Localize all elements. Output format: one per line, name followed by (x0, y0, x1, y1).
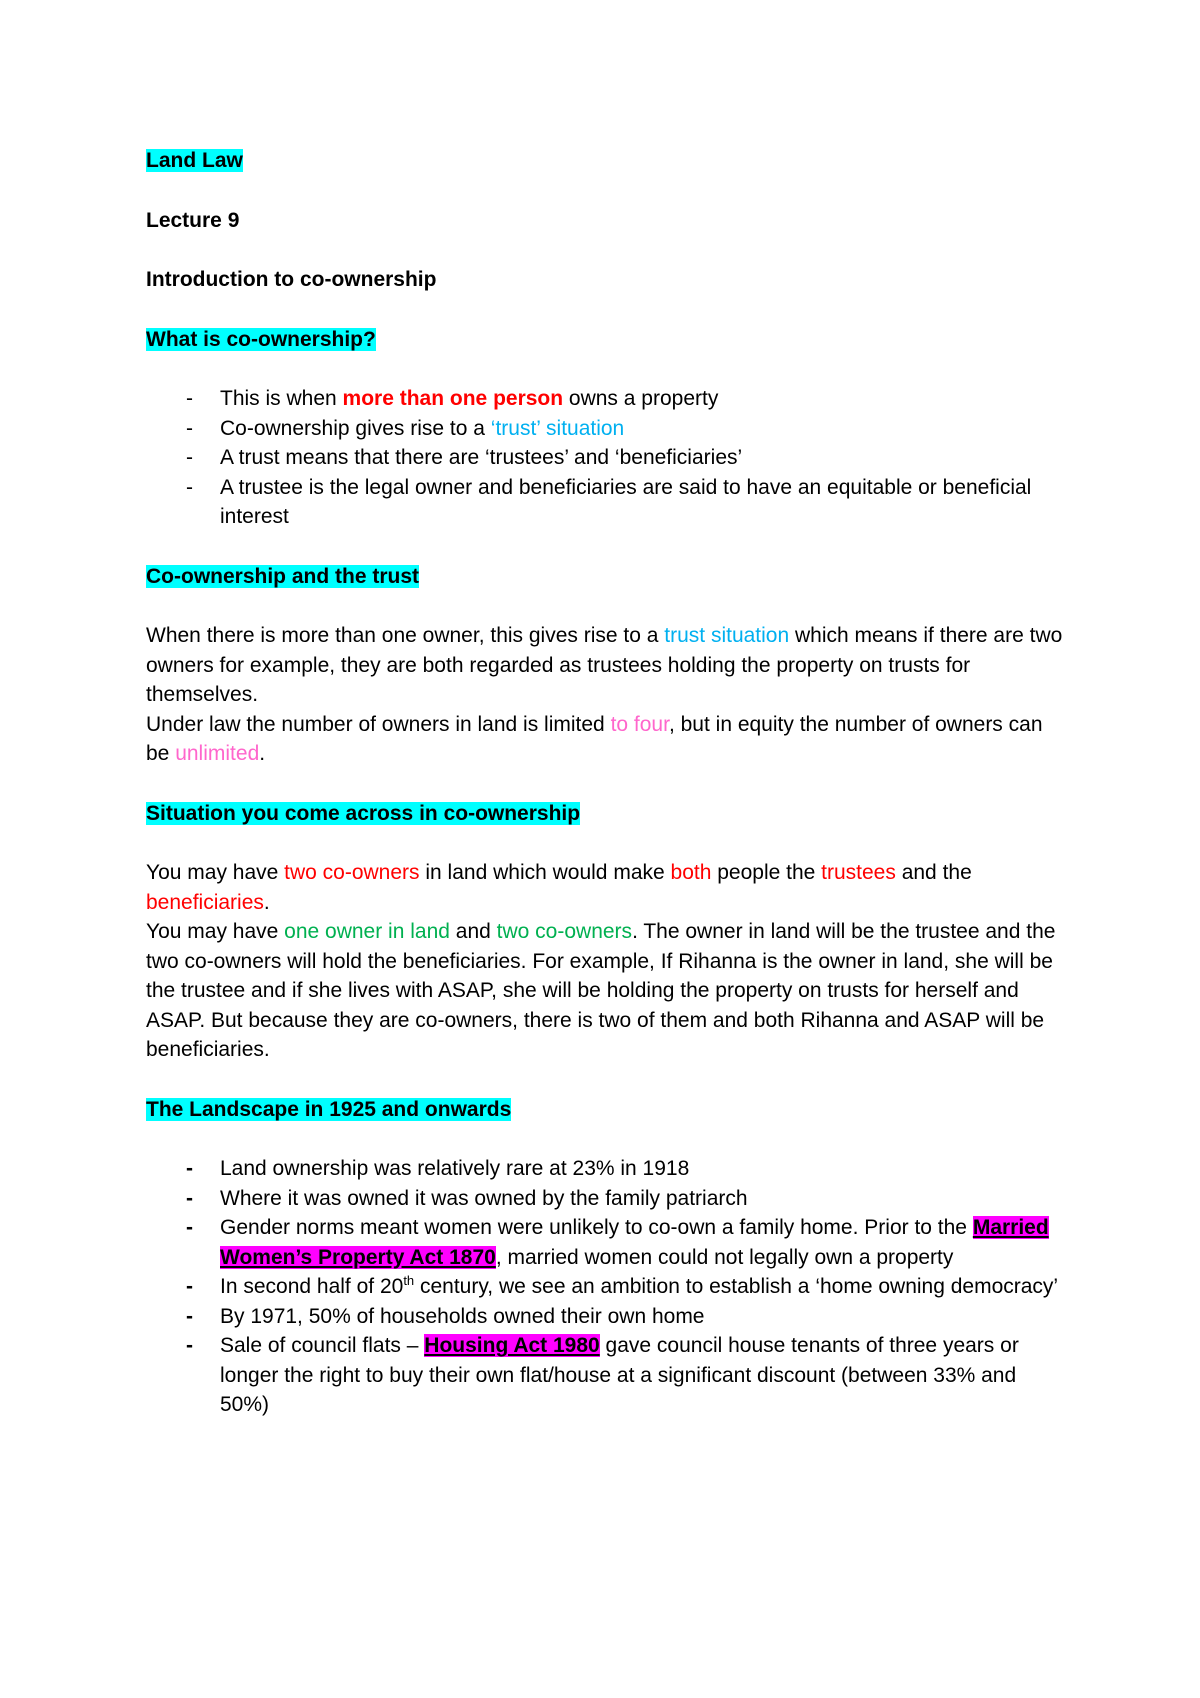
highlight-pink: unlimited (175, 742, 260, 765)
section3-paragraph-1: You may have two co-owners in land which would make both people the trustees and the beneficiaries. (146, 861, 972, 914)
section4-bullet-list (146, 1154, 1066, 1420)
highlight-red: two co-owners (284, 861, 420, 884)
highlight-green: one owner in land (284, 920, 450, 943)
list-item: - A trust means that there are ‘trustees’ and ‘beneficiaries’ (146, 443, 1066, 473)
list-item: - Co-ownership gives rise to a ‘trust’ situation (146, 414, 1066, 444)
lecture-number: Lecture 9 (146, 208, 240, 232)
highlight-red: trustees (821, 861, 896, 884)
section1-heading-text: What is co-ownership? (146, 327, 376, 351)
list-item: - By 1971, 50% of households owned their own home (146, 1302, 1066, 1332)
list-item: - A trustee is the legal owner and beneficiaries are said to have an equitable or beneficial interest (146, 473, 1066, 532)
section3-heading (146, 799, 1066, 829)
list-item: - Where it was owned it was owned by the family patriarch (146, 1184, 1066, 1214)
highlight-blue: ‘trust’ situation (490, 416, 625, 440)
course-title-text: Land Law (146, 149, 243, 172)
section4-heading (146, 1095, 1066, 1125)
document-body (146, 146, 1066, 1420)
section1-heading (146, 325, 1066, 355)
list-item: - In second half of 20th century, we see an ambition to establish a ‘home owning democracy’ (146, 1272, 1066, 1302)
section4-heading-text: The Landscape in 1925 and onwards (146, 1097, 512, 1121)
list-item: - Gender norms meant women were unlikely to co-own a family home. Prior to the Married Women’s Property Act 1870, married women could not legally own a property (146, 1213, 1066, 1272)
act-citation: Married Women’s Property Act 1870 (220, 1216, 1049, 1269)
highlight-green: two co-owners (496, 920, 633, 943)
section3-paragraph-2: You may have one owner in land and two co-owners. The owner in land will be the trustee and the two co-owners will hold the beneficiaries. For example, If Rihanna is the owner in land, she will be the trustee and if she lives with ASAP, she will be holding the property on trusts for herself and ASAP. But because they are co-owners, there is two of them and both Rihanna and ASAP will be beneficiaries. (146, 920, 1056, 1061)
section3-heading-text: Situation you come across in co-ownership (146, 801, 581, 825)
section2-paragraph-2: Under law the number of owners in land is limited to four, but in equity the number of owners can be unlimited. (146, 712, 1043, 765)
section2-heading-text: Co-ownership and the trust (146, 564, 419, 588)
highlight-red: beneficiaries (146, 890, 264, 914)
section2-paragraph-1: When there is more than one owner, this gives rise to a trust situation which means if there are two owners for example, they are both regarded as trustees holding the property on trusts for themselves. (146, 624, 1063, 706)
highlight-red: both (670, 861, 712, 884)
course-title (146, 146, 1066, 176)
list-item: - This is when more than one person owns a property (146, 384, 1066, 414)
list-item: - Land ownership was relatively rare at 23% in 1918 (146, 1154, 1066, 1184)
highlight-pink: to four (610, 712, 669, 736)
list-item: - Sale of council flats – Housing Act 1980 gave council house tenants of three years or longer the right to buy their own flat/house at a significant discount (between 33% and 50%) (146, 1331, 1066, 1420)
section2-heading (146, 562, 1066, 592)
highlight-red: more than one person (342, 387, 564, 410)
highlight-blue: trust situation (664, 624, 790, 647)
section1-bullet-list (146, 384, 1066, 532)
lecture-topic: Introduction to co-ownership (146, 268, 437, 291)
act-citation: Housing Act 1980 (424, 1334, 600, 1357)
